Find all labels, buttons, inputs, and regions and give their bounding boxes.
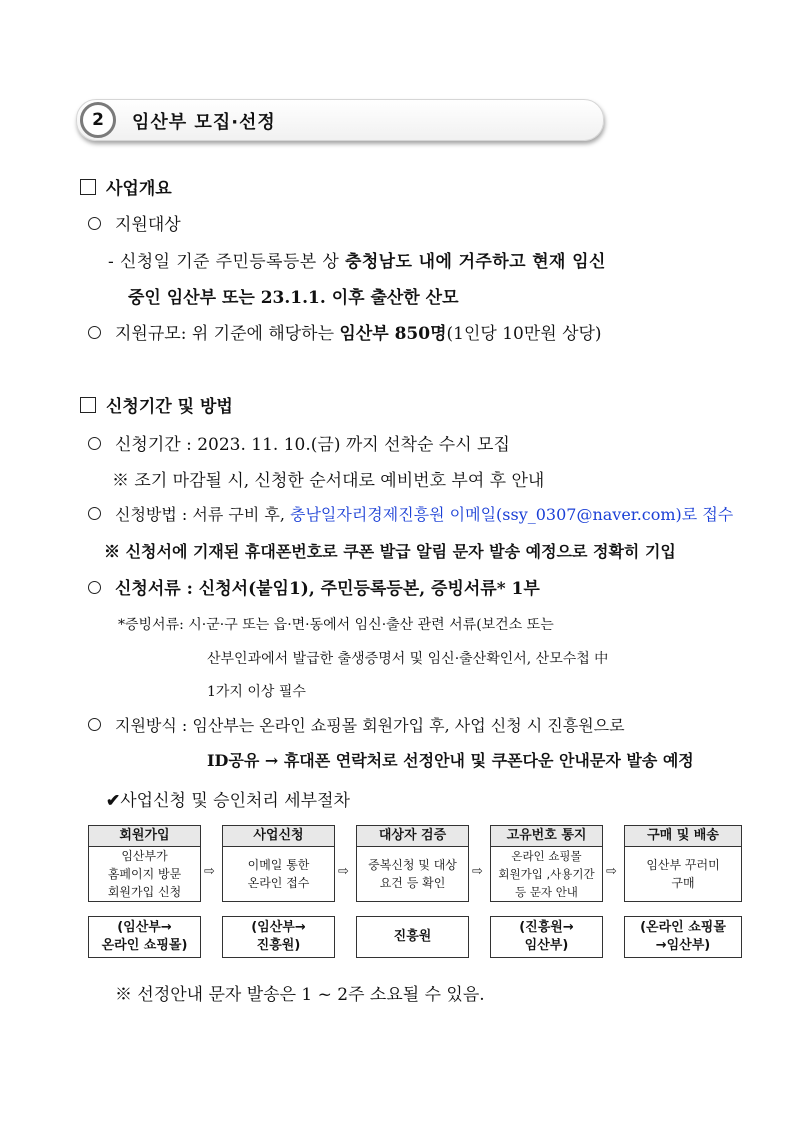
section-number: 2 <box>80 102 116 138</box>
circle-bullet-icon <box>88 581 101 594</box>
flow-step-5 <box>624 825 742 902</box>
circle-bullet-icon <box>88 718 101 731</box>
flow-actor-3: 진흥원 <box>356 916 469 958</box>
flow-step-title: 구매 및 배송 <box>625 826 741 847</box>
period-note: ※ 조기 마감될 시, 신청한 순서대로 예비번호 부여 후 안내 <box>112 471 545 491</box>
section-title: 임산부 모집·선정 <box>132 112 276 133</box>
flow-step-text: 회원가입 ,사용기간 <box>498 867 595 881</box>
flow-step-text: 온라인 접수 <box>247 876 310 890</box>
checkbox-square-icon <box>80 397 96 413</box>
flow-step-title: 대상자 검증 <box>357 826 468 847</box>
flow-arrow-icon: ⇨ <box>338 864 349 879</box>
method-note: ※ 신청서에 기재된 휴대폰번호로 쿠폰 발급 알림 문자 발송 예정으로 정확히 기입 <box>104 542 676 561</box>
proof-line-3: 1가지 이상 필수 <box>207 684 306 700</box>
scale-line: 지원규모: 위 기준에 해당하는 임산부 850명(1인당 10만원 상당) <box>88 319 602 344</box>
flow-step-title: 고유번호 통지 <box>491 826 602 847</box>
circle-bullet-icon <box>88 217 101 230</box>
flow-step-text: 임산부가 <box>121 849 168 863</box>
flow-step-text: 회원가입 신청 <box>107 885 182 899</box>
flow-step-text: 중복신청 및 대상 <box>368 858 457 872</box>
support-line-2: ID공유 → 휴대폰 연락처로 선정안내 및 쿠폰다운 안내문자 발송 예정 <box>207 751 694 770</box>
flow-step-1 <box>88 825 201 902</box>
support-line-1: 지원방식 : 임산부는 온라인 쇼핑몰 회원가입 후, 사업 신청 시 진흥원으로 <box>88 713 625 736</box>
procedure-heading: ✔사업신청 및 승인처리 세부절차 <box>106 791 350 811</box>
target-line-2: 중인 임산부 또는 23.1.1. 이후 출산한 산모 <box>128 288 459 308</box>
email-link[interactable]: 충남일자리경제진흥원 이메일(ssy_0307@naver.com)로 접수 <box>290 505 734 524</box>
flow-actor-4: (진흥원→ 임산부) <box>490 916 603 958</box>
flow-step-2 <box>222 825 335 902</box>
flow-actor-5: (온라인 쇼핑몰 →임산부) <box>624 916 742 958</box>
check-icon: ✔ <box>106 791 121 811</box>
flow-step-text: 임산부 꾸러미 <box>646 858 720 872</box>
application-heading: 신청기간 및 방법 <box>80 392 233 417</box>
flow-step-4 <box>490 825 603 902</box>
flow-arrow-icon: ⇨ <box>472 864 483 879</box>
flow-step-text: 요건 등 확인 <box>379 876 446 890</box>
overview-heading: 사업개요 <box>80 174 172 199</box>
period-line: 신청기간 : 2023. 11. 10.(금) 까지 선착순 수시 모집 <box>88 430 510 455</box>
flow-arrow-icon: ⇨ <box>606 864 617 879</box>
flow-actor-1: (임산부→ 온라인 쇼핑몰) <box>88 916 201 958</box>
target-line-1: - 신청일 기준 주민등록등본 상 충청남도 내에 거주하고 현재 임신 <box>108 252 606 272</box>
flow-arrow-icon: ⇨ <box>204 864 215 879</box>
flow-step-text: 이메일 통한 <box>247 858 310 872</box>
circle-bullet-icon <box>88 437 101 450</box>
checkbox-square-icon <box>80 179 96 195</box>
proof-line-2: 산부인과에서 발급한 출생증명서 및 임신·출산확인서, 산모수첩 中 <box>207 651 609 667</box>
proof-line-1: *증빙서류: 시·군·구 또는 읍·면·동에서 임신·출산 관련 서류(보건소 또는 <box>118 617 554 633</box>
flow-step-title: 회원가입 <box>89 826 200 847</box>
final-note: ※ 선정안내 문자 발송은 1 ~ 2주 소요될 수 있음. <box>115 985 485 1005</box>
flow-step-text: 온라인 쇼핑몰 <box>511 849 582 863</box>
flow-actor-2: (임산부→ 진흥원) <box>222 916 335 958</box>
method-line: 신청방법 : 서류 구비 후, 충남일자리경제진흥원 이메일(ssy_0307@naver.com)로 접수 <box>88 502 733 525</box>
flow-step-title: 사업신청 <box>223 826 334 847</box>
flow-step-text: 등 문자 안내 <box>515 885 578 899</box>
flow-step-text: 구매 <box>671 876 695 890</box>
target-label-line: 지원대상 <box>88 210 181 235</box>
circle-bullet-icon <box>88 326 101 339</box>
flow-step-text: 홈페이지 방문 <box>107 867 182 881</box>
circle-bullet-icon <box>88 507 101 520</box>
flow-step-3 <box>356 825 469 902</box>
docs-line: 신청서류 : 신청서(붙임1), 주민등록등본, 증빙서류* 1부 <box>88 574 540 599</box>
